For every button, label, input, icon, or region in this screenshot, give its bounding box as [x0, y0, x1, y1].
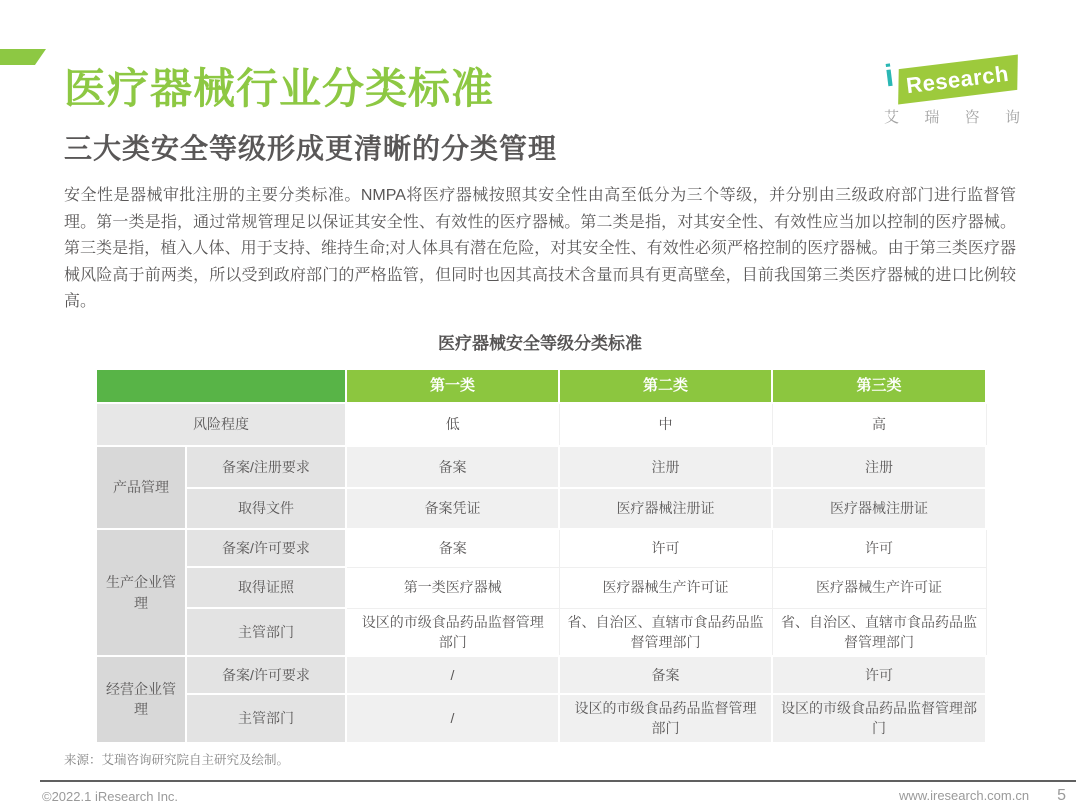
- table-cell: 省、自治区、直辖市食品药品监督管理部门: [772, 608, 986, 656]
- group-label: 生产企业管理: [96, 529, 186, 656]
- table-cell: 许可: [772, 656, 986, 694]
- table-header-row: [96, 369, 986, 403]
- table-cell: 低: [346, 403, 559, 446]
- footer-divider: [40, 780, 1076, 782]
- footer-copyright: ©2022.1 iResearch Inc.: [42, 789, 179, 804]
- table-cell: 许可: [559, 529, 772, 567]
- table-cell: 第一类医疗器械: [346, 567, 559, 608]
- table-row: [96, 446, 986, 488]
- row-label: 主管部门: [186, 694, 346, 743]
- table-cell: 医疗器械生产许可证: [559, 567, 772, 608]
- corner-ribbon-decoration: [0, 49, 46, 65]
- table-row: [96, 656, 986, 694]
- page-subtitle: 三大类安全等级形成更清晰的分类管理: [64, 133, 558, 164]
- table-cell: 注册: [772, 446, 986, 488]
- logo-cn-char: 咨: [964, 109, 980, 126]
- row-label: 备案/许可要求: [186, 529, 346, 567]
- row-label: 取得证照: [186, 567, 346, 608]
- table-row: [96, 694, 986, 743]
- logo-cn-char: 询: [1004, 109, 1020, 126]
- table-cell: 高: [772, 403, 986, 446]
- table-cell: 备案: [346, 529, 559, 567]
- table-cell: 医疗器械注册证: [559, 488, 772, 529]
- table-row: [96, 529, 986, 567]
- table-row: [96, 488, 986, 529]
- table-cell: 设区的市级食品药品监督管理部门: [346, 608, 559, 656]
- table-row: [96, 567, 986, 608]
- table-cell: 设区的市级食品药品监督管理部门: [772, 694, 986, 743]
- table-title: 医疗器械安全等级分类标准: [438, 334, 642, 353]
- logo-chinese-name: [884, 106, 1020, 127]
- table-row: [96, 608, 986, 656]
- header-class2: 第二类: [559, 369, 772, 403]
- table-cell: 备案: [559, 656, 772, 694]
- page-title: 医疗器械行业分类标准: [64, 65, 495, 112]
- table-cell: 许可: [772, 529, 986, 567]
- header-class1: 第一类: [346, 369, 559, 403]
- group-label: 经营企业管理: [96, 656, 186, 743]
- group-label: 产品管理: [96, 446, 186, 529]
- page-number: 5: [1057, 787, 1066, 804]
- table-cell: 注册: [559, 446, 772, 488]
- table-cell: 备案凭证: [346, 488, 559, 529]
- body-paragraph: 安全性是器械审批注册的主要分类标准。NMPA将医疗器械按照其安全性由高至低分为三个等级，并分别由三级政府部门进行监督管理。第一类是指，通过常规管理足以保证其安全性、有效性的医疗器械。第二类是指，对其安全性、有效性应当加以控制的医疗器械。第三类是指，植入人体、用于支持、维持生命;对人体具有潜在危险，对其安全性、有效性必须严格控制的医疗器械。由于第三类医疗器械风险高于前两类，所以受到政府部门的严格监管，但同时也因其高技术含量而具有更高壁垒，目前我国第三类医疗器械的进口比例较高。: [64, 187, 1016, 310]
- table-cell: 医疗器械注册证: [772, 488, 986, 529]
- table-row: [96, 403, 986, 446]
- iresearch-logo: [882, 54, 1022, 126]
- row-label: 风险程度: [96, 403, 346, 446]
- header-blank-cell: [96, 369, 346, 403]
- table-cell: 设区的市级食品药品监督管理部门: [559, 694, 772, 743]
- logo-i-letter: i: [882, 57, 896, 94]
- logo-cn-char: 艾: [884, 109, 900, 126]
- row-label: 主管部门: [186, 608, 346, 656]
- logo-cn-char: 瑞: [924, 109, 940, 126]
- footer-website: www.iresearch.com.cn: [899, 788, 1030, 803]
- classification-table: [95, 368, 987, 744]
- table-cell: /: [346, 656, 559, 694]
- table-cell: 省、自治区、直辖市食品药品监督管理部门: [559, 608, 772, 656]
- table-cell: 备案: [346, 446, 559, 488]
- footer-right: [899, 787, 1066, 805]
- row-label: 取得文件: [186, 488, 346, 529]
- table-cell: 中: [559, 403, 772, 446]
- logo-green-band: [898, 55, 1018, 105]
- row-label: 备案/注册要求: [186, 446, 346, 488]
- header-class3: 第三类: [772, 369, 986, 403]
- source-note: 来源：艾瑞咨询研究院自主研究及绘制。: [64, 753, 290, 767]
- row-label: 备案/许可要求: [186, 656, 346, 694]
- logo-research-text: Research: [905, 60, 1011, 98]
- table-cell: 医疗器械生产许可证: [772, 567, 986, 608]
- table-cell: /: [346, 694, 559, 743]
